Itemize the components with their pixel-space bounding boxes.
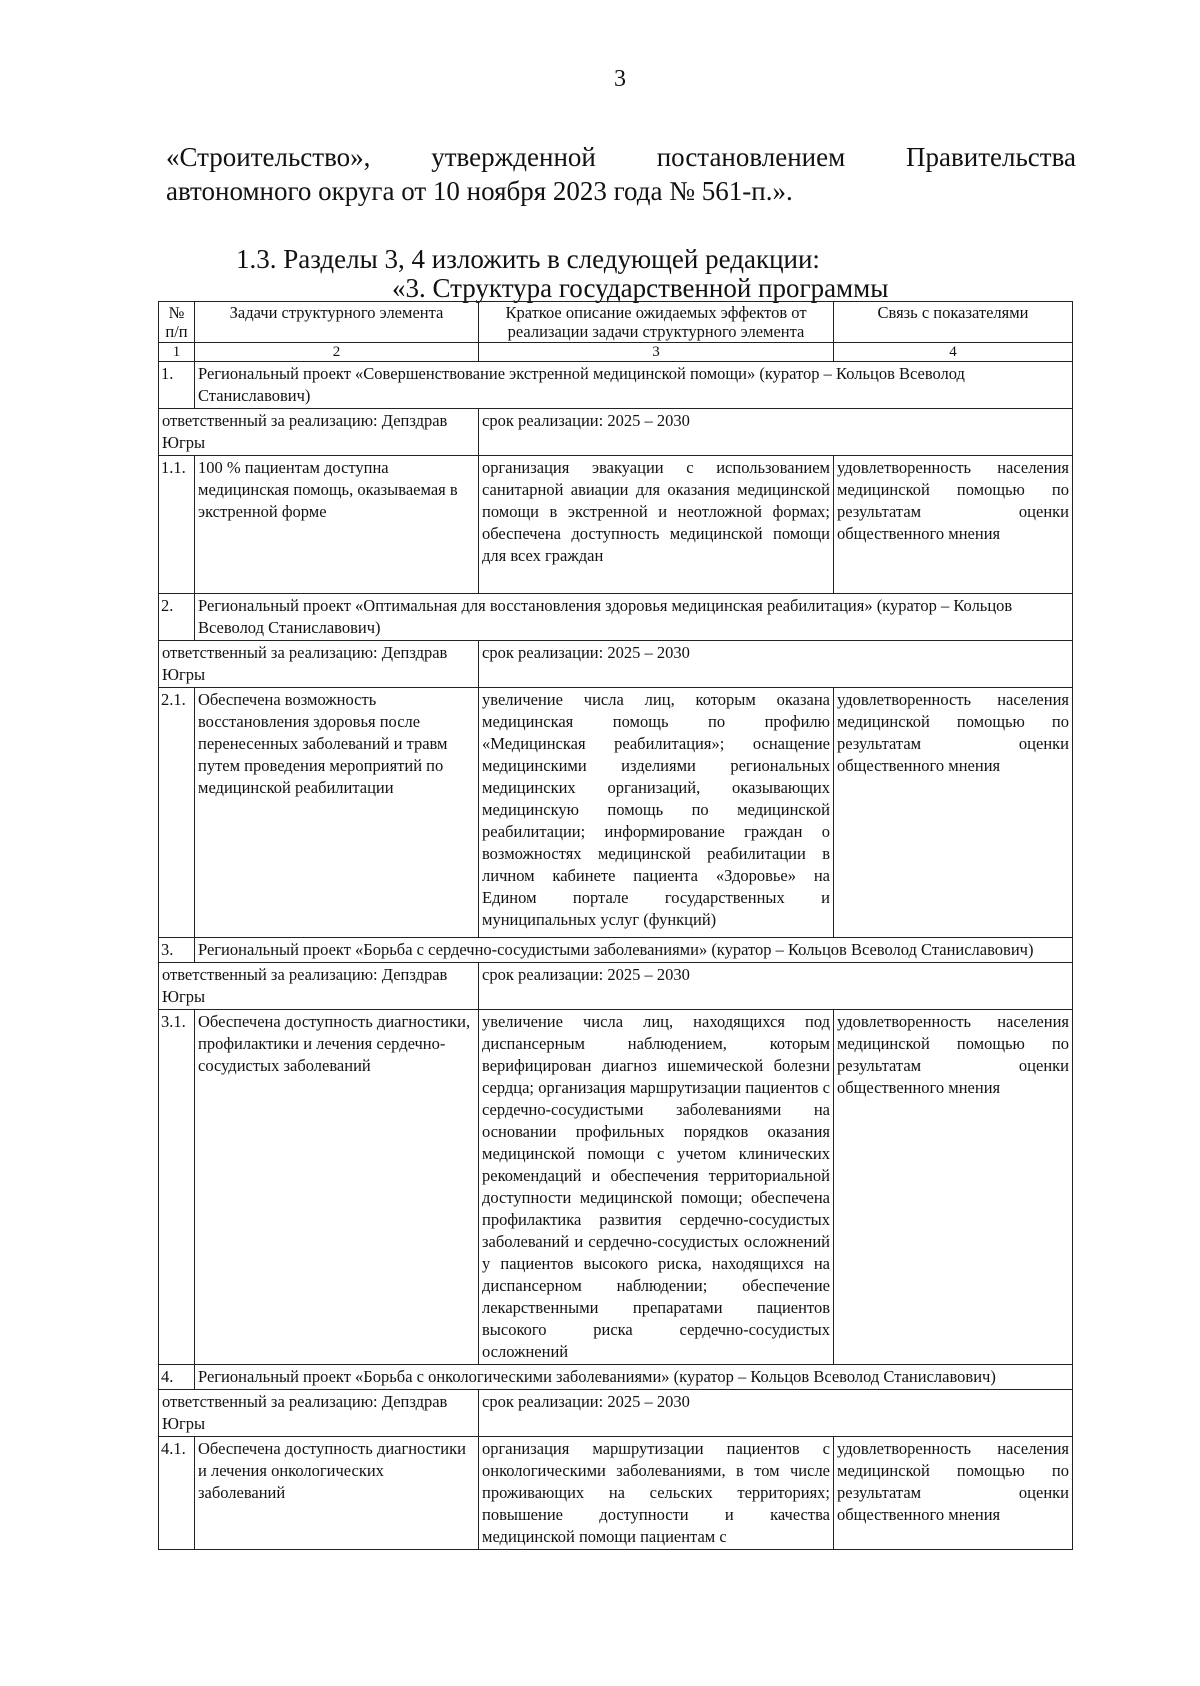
project-number: 3. — [159, 938, 195, 963]
project-number: 2. — [159, 594, 195, 641]
column-number-row — [159, 343, 1073, 362]
column-number: 1 — [159, 343, 195, 362]
responsible-row — [159, 641, 1073, 688]
effects-cell: увеличение числа лиц, которым оказана медицинская помощь по профилю «Медицинская реабилитация»; оснащение медицинскими изделиями региональных медицинских организаций, оказывающих медицинскую помощь по медицинской реабилитации; информирование граждан о возможностях медицинской реабилитации в личном кабинете пациента «Здоровье» на Едином портале государственных и муниципальных услуг (функций) — [479, 688, 834, 938]
task-row — [159, 688, 1073, 938]
page-number: 3 — [614, 66, 626, 92]
task-row — [159, 456, 1073, 594]
project-number: 4. — [159, 1365, 195, 1390]
term-cell: срок реализации: 2025 – 2030 — [479, 1390, 1073, 1437]
task-row — [159, 1010, 1073, 1365]
task-row — [159, 1437, 1073, 1550]
indicators-cell: удовлетворенность населения медицинской помощью по результатам оценки общественного мнения — [834, 1437, 1073, 1550]
task-number: 3.1. — [159, 1010, 195, 1365]
task-number: 4.1. — [159, 1437, 195, 1550]
responsible-cell: ответственный за реализацию: Депздрав Югры — [159, 1390, 479, 1437]
task-cell: Обеспечена доступность диагностики и лечения онкологических заболеваний — [195, 1437, 479, 1550]
indicators-cell: удовлетворенность населения медицинской помощью по результатам оценки общественного мнения — [834, 456, 1073, 594]
responsible-cell: ответственный за реализацию: Депздрав Югры — [159, 409, 479, 456]
indicators-cell: удовлетворенность населения медицинской помощью по результатам оценки общественного мнения — [834, 688, 1073, 938]
intro-line-1 — [166, 140, 1076, 174]
task-cell: 100 % пациентам доступна медицинская помощь, оказываемая в экстренной форме — [195, 456, 479, 594]
project-title: Региональный проект «Борьба с онкологическими заболеваниями» (куратор – Кольцов Всеволод Станиславович) — [195, 1365, 1073, 1390]
project-title: Региональный проект «Оптимальная для восстановления здоровья медицинская реабилитация» (куратор – Кольцов Всеволод Станиславович) — [195, 594, 1073, 641]
task-number: 1.1. — [159, 456, 195, 594]
responsible-cell: ответственный за реализацию: Депздрав Югры — [159, 641, 479, 688]
task-cell: Обеспечена доступность диагностики, профилактики и лечения сердечно-сосудистых заболеваний — [195, 1010, 479, 1365]
intro-line-2: автономного округа от 10 ноября 2023 года № 561-п.». — [166, 176, 793, 206]
responsible-row — [159, 1390, 1073, 1437]
intro-word: постановлением — [656, 142, 846, 172]
project-title: Региональный проект «Борьба с сердечно-сосудистыми заболеваниями» (куратор – Кольцов Всеволод Станиславович) — [195, 938, 1073, 963]
intro-word: утвержденной — [431, 142, 596, 172]
effects-cell: увеличение числа лиц, находящихся под диспансерным наблюдением, которым верифицирован диагноз ишемической болезни сердца; организация маршрутизации пациентов с сердечно-сосудистыми заболеваниями на основании профильных порядков оказания медицинской помощи с учетом клинических рекомендаций и обеспечения территориальной доступности медицинской помощи; обеспечена профилактика развития сердечно-сосудистых заболеваний и сердечно-сосудистых осложнений у пациентов высокого риска, находящихся на диспансерном наблюдении; обеспечение лекарственными препаратами пациентов высокого риска сердечно-сосудистых осложнений — [479, 1010, 834, 1365]
project-row — [159, 362, 1073, 409]
effects-cell: организация эвакуации с использованием санитарной авиации для оказания медицинской помощи в экстренной и неотложной формах; обеспечена доступность медицинской помощи для всех граждан — [479, 456, 834, 594]
project-title: Региональный проект «Совершенствование экстренной медицинской помощи» (куратор – Кольцов Всеволод Станиславович) — [195, 362, 1073, 409]
responsible-row — [159, 963, 1073, 1010]
project-row — [159, 1365, 1073, 1390]
project-number: 1. — [159, 362, 195, 409]
column-number: 3 — [479, 343, 834, 362]
program-structure-table — [158, 301, 1073, 1550]
task-cell: Обеспечена возможность восстановления здоровья после перенесенных заболеваний и травм путем проведения мероприятий по медицинской реабилитации — [195, 688, 479, 938]
term-cell: срок реализации: 2025 – 2030 — [479, 409, 1073, 456]
header-cell: № п/п — [159, 302, 195, 343]
column-number: 2 — [195, 343, 479, 362]
intro-word: Правительства — [906, 142, 1076, 172]
term-cell: срок реализации: 2025 – 2030 — [479, 641, 1073, 688]
header-cell: Задачи структурного элемента — [195, 302, 479, 343]
table-title: «3. Структура государственной программы — [392, 273, 889, 303]
section-heading: 1.3. Разделы 3, 4 изложить в следующей редакции: — [236, 244, 820, 274]
header-cell: Краткое описание ожидаемых эффектов от реализации задачи структурного элемента — [479, 302, 834, 343]
table-header-row — [159, 302, 1073, 343]
column-number: 4 — [834, 343, 1073, 362]
project-row — [159, 594, 1073, 641]
header-cell: Связь с показателями — [834, 302, 1073, 343]
responsible-row — [159, 409, 1073, 456]
effects-cell: организация маршрутизации пациентов с онкологическими заболеваниями, в том числе проживающих на сельских территориях; повышение доступности и качества медицинской помощи пациентам с — [479, 1437, 834, 1550]
responsible-cell: ответственный за реализацию: Депздрав Югры — [159, 963, 479, 1010]
indicators-cell: удовлетворенность населения медицинской помощью по результатам оценки общественного мнения — [834, 1010, 1073, 1365]
task-number: 2.1. — [159, 688, 195, 938]
project-row — [159, 938, 1073, 963]
intro-paragraph — [166, 140, 1076, 208]
intro-word: «Строительство», — [166, 142, 371, 172]
term-cell: срок реализации: 2025 – 2030 — [479, 963, 1073, 1010]
